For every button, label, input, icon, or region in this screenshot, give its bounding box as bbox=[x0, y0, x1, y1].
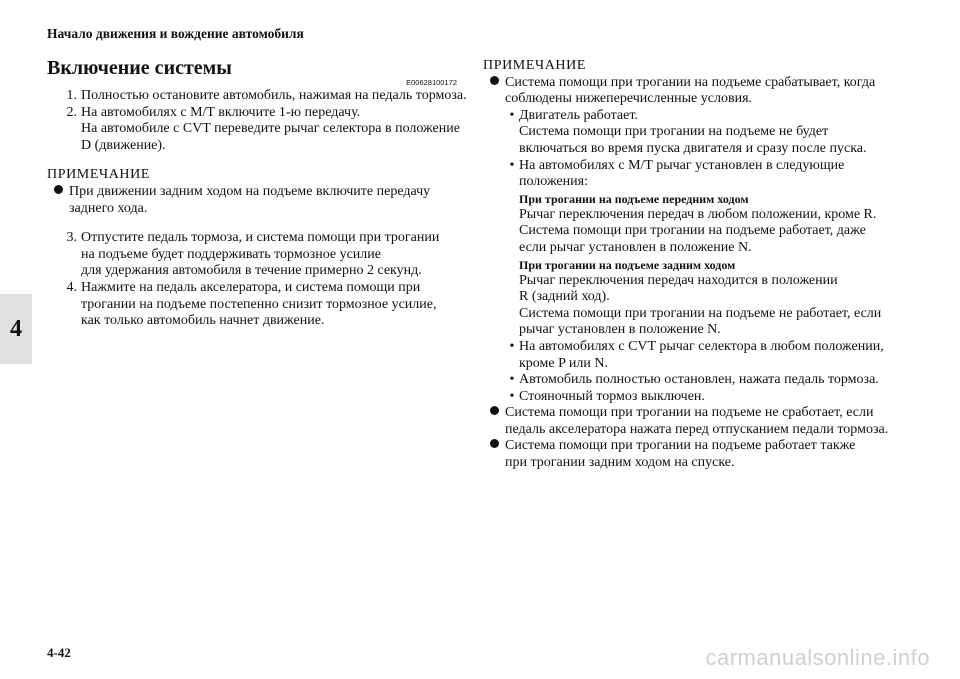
bullet-icon bbox=[490, 76, 499, 85]
condition-parking-brake: • Стояночный тормоз выключен. bbox=[509, 388, 705, 404]
right-column bbox=[483, 58, 923, 472]
condition-mt: • На автомобилях с M/T рычаг установлен в следующие положения: При трогании на подъеме передним ходом Рычаг переключения передач в любом положении, кроме R. Система помощи при трогании на подъеме работает, даже если рычаг установлен в положение N. При трогании на подъеме задним ходом Рычаг переключения передач находится в положении R (задний ход). Система помощи при трогании на подъеме не работает, если рычаг установлен в положение N. bbox=[509, 157, 882, 338]
step-4: 4. Нажмите на педаль акселератора, и система помощи при трогании на подъеме постепенно снизит тормозное усилие, как только автомобиль начнет движение. bbox=[66, 279, 437, 329]
step-2: 2. На автомобилях с M/T включите 1-ю передачу. На автомобиле с CVT переведите рычаг селектора в положение D (движение). bbox=[66, 104, 460, 153]
condition-cvt: • На автомобилях с CVT рычаг селектора в любом положении, кроме P или N. bbox=[509, 338, 884, 371]
left-column bbox=[47, 56, 467, 330]
step-1: 1. Полностью остановите автомобиль, нажимая на педаль тормоза. bbox=[66, 88, 467, 103]
note-label: ПРИМЕЧАНИЕ bbox=[47, 167, 150, 183]
bullet-icon bbox=[54, 185, 63, 194]
document-code: E00628100172 bbox=[406, 78, 457, 87]
subheading-reverse: При трогании на подъеме задним ходом bbox=[519, 257, 736, 272]
page-number: 4-42 bbox=[47, 645, 71, 660]
step-3: 3. Отпустите педаль тормоза, и система помощи при трогании на подъеме будет поддерживать тормозное усилие для удержания автомобиля в течение примерно 2 секунд. bbox=[66, 230, 440, 279]
note-label-right: ПРИМЕЧАНИЕ bbox=[483, 58, 586, 73]
section-title: Включение системы bbox=[47, 57, 232, 79]
running-header: Начало движения и вождение автомобиля bbox=[47, 26, 304, 41]
bullet-icon bbox=[490, 406, 499, 415]
subheading-forward: При трогании на подъеме передним ходом bbox=[519, 191, 749, 206]
condition-stopped: • Автомобиль полностью остановлен, нажата педаль тормоза. bbox=[509, 372, 879, 388]
watermark: carmanualsonline.info bbox=[705, 645, 930, 670]
note-bullet-conditions: Система помощи при трогании на подъеме срабатывает, когда соблюдены нижеперечисленные условия. • Двигатель работает. Система помощи при трогании на подъеме не будет включаться во время пуска двигателя и сразу после пуска. • На автомобилях с M/T рычаг установлен в следующие положения: При трогании на подъеме передним ходом Рычаг переключения передач в любом положении, кроме R. Система помощи при трогании на подъеме работает, даже если рычаг установлен в положение N. При трогании на подъеме задним ходом Рычаг переключения передач находится в положении R (задний ход). Система помощи при трогании на подъеме не работает, если рычаг установлен в положение N. • На автомобилях с CVT рычаг селектора в любом положении, кроме P или N. • Автомобиль полностью остановлен, нажата педаль тормоза. • Стояночный тормоз выключен. bbox=[483, 75, 923, 406]
bullet-icon bbox=[490, 439, 499, 448]
note-bullet: При движении задним ходом на подъеме включите передачу заднего хода. bbox=[47, 184, 457, 217]
chapter-tab: 4 bbox=[0, 294, 32, 364]
condition-engine: • Двигатель работает. Система помощи при трогании на подъеме не будет включаться во время пуска двигателя и сразу после пуска. bbox=[509, 107, 867, 156]
note-bullet-downhill: Система помощи при трогании на подъеме работает также при трогании задним ходом на спуске. bbox=[483, 438, 923, 471]
note-bullet-accelerator: Система помощи при трогании на подъеме не сработает, если педаль акселератора нажата перед отпусканием педали тормоза. bbox=[483, 405, 923, 438]
